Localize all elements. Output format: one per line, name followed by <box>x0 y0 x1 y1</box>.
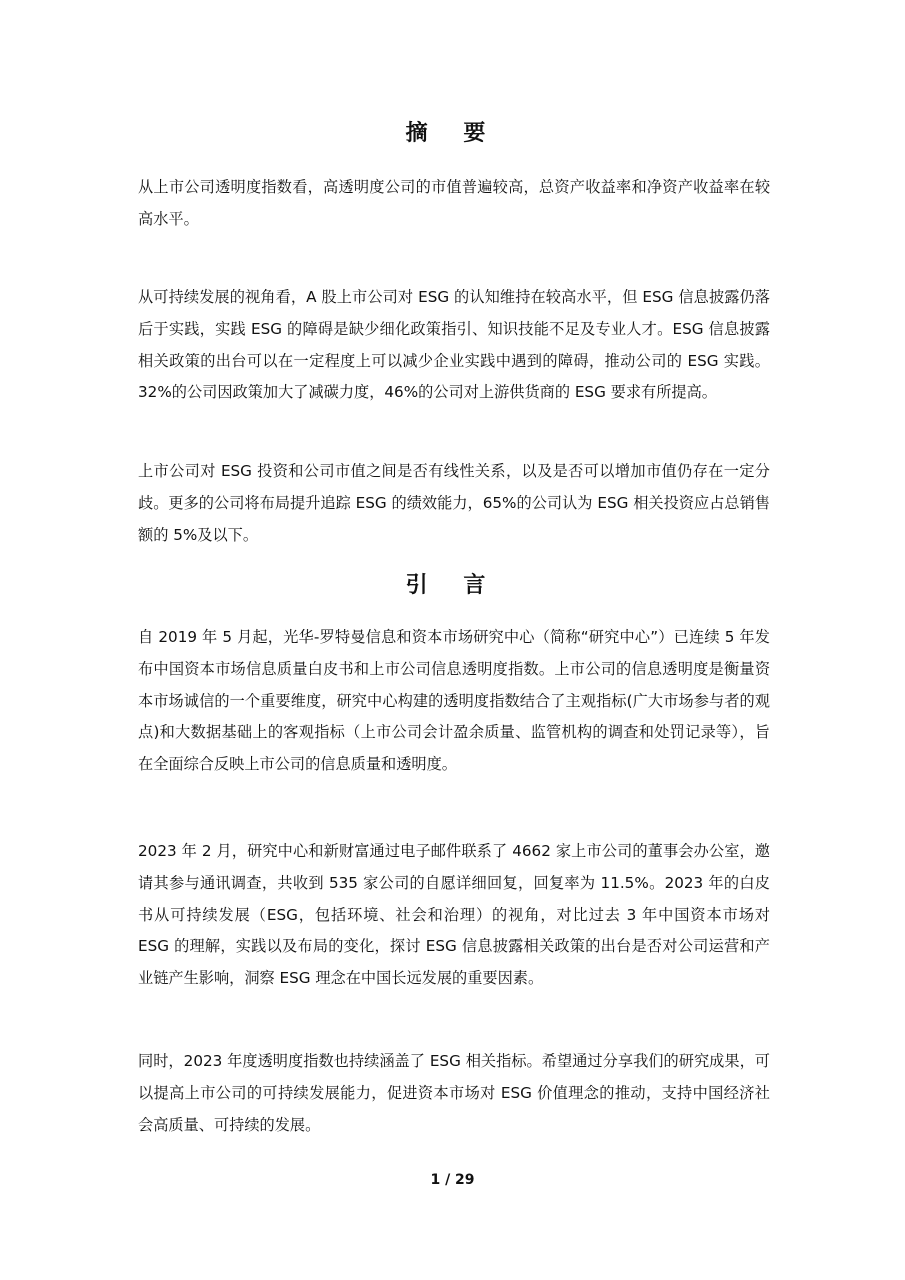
abstract-paragraph-1: 从上市公司透明度指数看，高透明度公司的市值普遍较高，总资产收益率和净资产收益率在较高水平。 <box>138 178 770 228</box>
abstract-paragraph-2: 从可持续发展的视角看，A 股上市公司对 ESG 的认知维持在较高水平，但 ESG 信息披露仍落后于实践，实践 ESG 的障碍是缺少细化政策指引、知识技能不足及专业人才。ESG 信息披露相关政策的出台可以在一定程度上可以减少企业实践中遇到的障碍，推动公司的 ESG 实践。32%的公司因政策加大了减碳力度，46%的公司对上游供货商的 ESG 要求有所提高。 <box>138 288 770 402</box>
introduction-paragraph-1: 自 2019 年 5 月起，光华-罗特曼信息和资本市场研究中心（简称“研究中心”）已连续 5 年发布中国资本市场信息质量白皮书和上市公司信息透明度指数。上市公司的信息透明度是衡量资本市场诚信的一个重要维度，研究中心构建的透明度指数结合了主观指标(广大市场参与者的观点)和大数据基础上的客观指标（上市公司会计盈余质量、监管机构的调查和处罚记录等），旨在全面综合反映上市公司的信息质量和透明度。 <box>138 628 770 774</box>
introduction-paragraph-2: 2023 年 2 月，研究中心和新财富通过电子邮件联系了 4662 家上市公司的董事会办公室，邀请其参与通讯调查，共收到 535 家公司的自愿详细回复，回复率为 11.5%。2023 年的白皮书从可持续发展（ESG，包括环境、社会和治理）的视角，对比过去 3 年中国资本市场对 ESG 的理解，实践以及布局的变化，探讨 ESG 信息披露相关政策的出台是否对公司运营和产业链产生影响，洞察 ESG 理念在中国长远发展的重要因素。 <box>138 842 770 988</box>
abstract-title: 摘 要 <box>405 120 500 146</box>
page-number: 1 / 29 <box>430 1172 475 1188</box>
introduction-paragraph-3: 同时，2023 年度透明度指数也持续涵盖了 ESG 相关指标。希望通过分享我们的研究成果，可以提高上市公司的可持续发展能力，促进资本市场对 ESG 价值理念的推动，支持中国经济社会高质量、可持续的发展。 <box>138 1052 770 1134</box>
introduction-title: 引 言 <box>405 572 500 598</box>
abstract-paragraph-3: 上市公司对 ESG 投资和公司市值之间是否有线性关系，以及是否可以增加市值仍存在一定分歧。更多的公司将布局提升追踪 ESG 的绩效能力，65%的公司认为 ESG 相关投资应占总销售额的 5%及以下。 <box>138 462 770 544</box>
